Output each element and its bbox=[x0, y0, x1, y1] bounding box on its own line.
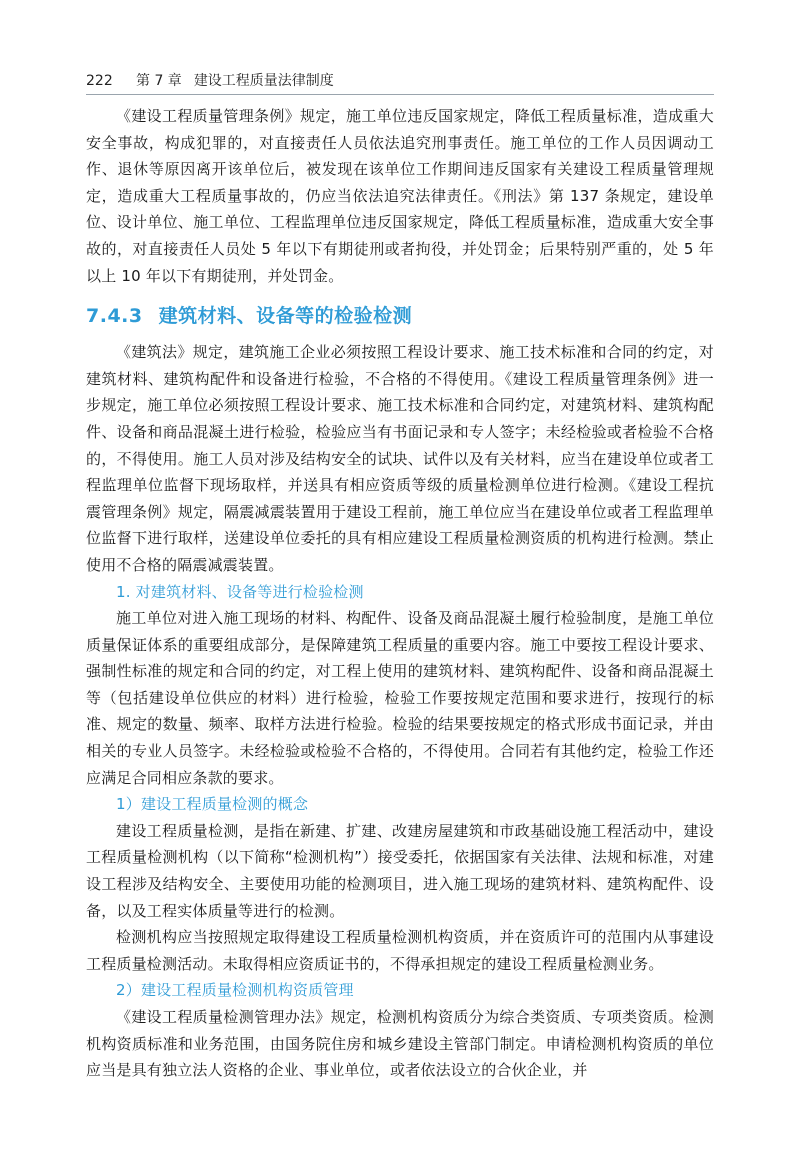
running-head bbox=[86, 70, 714, 92]
page-number: 222 bbox=[86, 73, 113, 89]
paragraph-1: 《建设工程质量管理条例》规定，施工单位违反国家规定，降低工程质量标准，造成重大安全事故，构成犯罪的，对直接责任人员依法追究刑事责任。施工单位的工作人员因调动工作、退休等原因离开该单位后，被发现在该单位工作期间违反国家有关建设工程质量管理规定，造成重大工程质量事故的，仍应当依法追究法律责任。《刑法》第 137 条规定，建设单位、设计单位、施工单位、工程监理单位违反国家规定，降低工程质量标准，造成重大安全事故的，对直接责任人员处 5 年以下有期徒刑或者拘役，并处罚金；后果特别严重的，处 5 年以上 10 年以下有期徒刑，并处罚金。 bbox=[86, 107, 714, 285]
paragraph-4: 建设工程质量检测，是指在新建、扩建、改建房屋建筑和市政基础设施工程活动中，建设工程质量检测机构（以下简称“检测机构”）接受委托，依据国家有关法律、法规和标准，对建设工程涉及结构安全、主要使用功能的检测项目，进入施工现场的建筑材料、建筑构配件、设备，以及工程实体质量等进行的检测。 bbox=[86, 821, 714, 920]
paragraph-3: 施工单位对进入施工现场的材料、构配件、设备及商品混凝土履行检验制度，是施工单位质量保证体系的重要组成部分，是保障建筑工程质量的重要内容。施工中要按工程设计要求、强制性标准的规定和合同的约定，对工程上使用的建筑材料、建筑构配件、设备和商品混凝土等（包括建设单位供应的材料）进行检验，检验工作要按规定范围和要求进行，按现行的标准、规定的数量、频率、取样方法进行检验。检验的结果要按规定的格式形成书面记录，并由相关的专业人员签字。未经检验或检验不合格的，不得使用。合同若有其他约定，检验工作还应满足合同相应条款的要求。 bbox=[86, 609, 714, 787]
section-number: 7.4.3 bbox=[86, 305, 143, 328]
section-heading bbox=[86, 303, 714, 329]
header-rule bbox=[86, 94, 714, 95]
paragraph-6: 《建设工程质量检测管理办法》规定，检测机构资质分为综合类资质、专项类资质。检测机构资质标准和业务范围，由国务院住房和城乡建设主管部门制定。申请检测机构资质的单位应当是具有独立法人资格的企业、事业单位，或者依法设立的合伙企业，并 bbox=[86, 1008, 714, 1080]
paragraph-5: 检测机构应当按照规定取得建设工程质量检测机构资质，并在资质许可的范围内从事建设工程质量检测活动。未取得相应资质证书的，不得承担规定的建设工程质量检测业务。 bbox=[86, 928, 714, 973]
page-body bbox=[86, 103, 714, 1084]
chapter-label: 第 7 章 bbox=[136, 73, 182, 89]
chapter-title: 建设工程质量法律制度 bbox=[193, 73, 334, 89]
paragraph-2: 《建筑法》规定，建筑施工企业必须按照工程设计要求、施工技术标准和合同的约定，对建筑材料、建筑构配件和设备进行检验，不合格的不得使用。《建设工程质量管理条例》进一步规定，施工单位必须按照工程设计要求、施工技术标准和合同约定，对建筑材料、建筑构配件、设备和商品混凝土进行检验，检验应当有书面记录和专人签字；未经检验或者检验不合格的，不得使用。施工人员对涉及结构安全的试块、试件以及有关材料，应当在建设单位或者工程监理单位监督下现场取样，并送具有相应资质等级的质量检测单位进行检测。《建设工程抗震管理条例》规定，隔震减震装置用于建设工程前，施工单位应当在建设单位或者工程监理单位监督下进行取样，送建设单位委托的具有相应建设工程质量检测资质的机构进行检测。禁止使用不合格的隔震减震装置。 bbox=[86, 343, 714, 574]
section-title: 建筑材料、设备等的检验检测 bbox=[158, 305, 413, 328]
subheading-1-2: 2）建设工程质量检测机构资质管理 bbox=[116, 981, 354, 1000]
subheading-1: 1. 对建筑材料、设备等进行检验检测 bbox=[116, 582, 364, 601]
subheading-1-1: 1）建设工程质量检测的概念 bbox=[116, 795, 309, 814]
